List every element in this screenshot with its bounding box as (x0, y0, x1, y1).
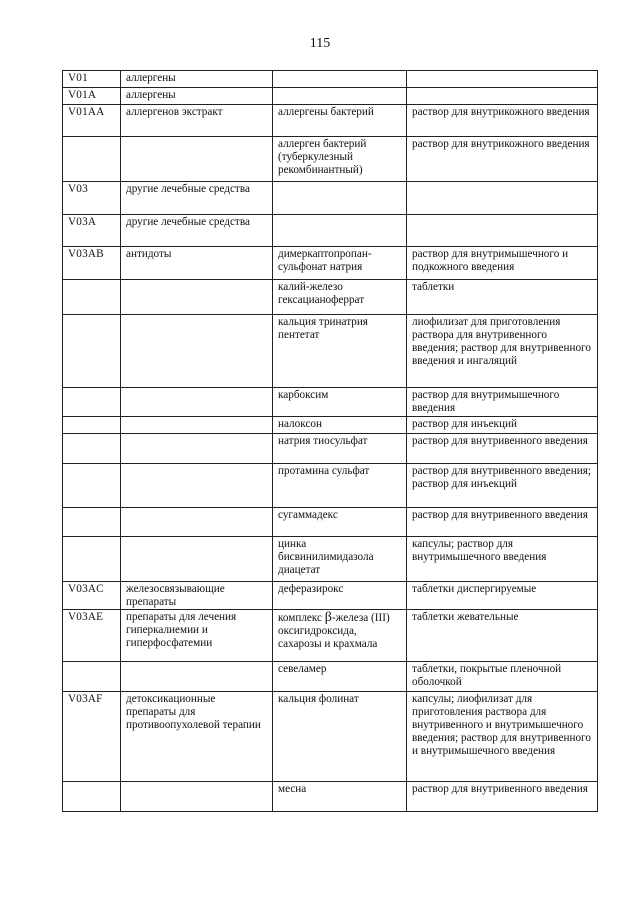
drug-name: севеламер (273, 662, 407, 692)
dosage-form: капсулы; лиофилизат для приготовления раствора для внутривенного и внутримышечного введения; раствор для внутривенного и внутримышечного введения (407, 692, 598, 782)
drug-name: натрия тиосульфат (273, 434, 407, 464)
table-row (63, 582, 598, 610)
atc-group: детоксикационные препараты для противоопухолевой терапии (121, 692, 273, 782)
dosage-form: таблетки диспергируемые (407, 582, 598, 610)
page-number: 115 (309, 36, 331, 51)
atc-code (63, 137, 121, 182)
dosage-form: раствор для инъекций (407, 417, 598, 434)
drug-name: деферазирокс (273, 582, 407, 610)
table-row (63, 137, 598, 182)
atc-group (121, 537, 273, 582)
drug-name: аллергены бактерий (273, 105, 407, 137)
drug-name: кальция фолинат (273, 692, 407, 782)
drug-suffix: -железа (III) оксигидроксида, сахарозы и крахмала (278, 612, 390, 650)
table-row (63, 315, 598, 388)
atc-code (63, 537, 121, 582)
dosage-form: таблетки, покрытые пленочной оболочкой (407, 662, 598, 692)
atc-group (121, 137, 273, 182)
atc-code: V01AA (63, 105, 121, 137)
beta-symbol: β (324, 610, 332, 625)
table-row (63, 88, 598, 105)
atc-group: антидоты (121, 247, 273, 280)
atc-group (121, 315, 273, 388)
atc-group (121, 434, 273, 464)
atc-code (63, 280, 121, 315)
dosage-form: раствор для внутривенного введения (407, 508, 598, 537)
table-row (63, 247, 598, 280)
atc-code (63, 417, 121, 434)
atc-group: другие лечебные средства (121, 182, 273, 215)
dosage-form: раствор для внутримышечного введения (407, 388, 598, 417)
atc-code: V03AF (63, 692, 121, 782)
atc-code: V01 (63, 71, 121, 88)
atc-code (63, 434, 121, 464)
drug-name: карбоксим (273, 388, 407, 417)
dosage-form (407, 215, 598, 247)
dosage-form (407, 88, 598, 105)
atc-code: V03A (63, 215, 121, 247)
drug-name: налоксон (273, 417, 407, 434)
dosage-form: таблетки жевательные (407, 610, 598, 662)
atc-group: аллергенов экстракт (121, 105, 273, 137)
table-row (63, 215, 598, 247)
drug-name (273, 610, 407, 662)
atc-code: V03 (63, 182, 121, 215)
table-row (63, 182, 598, 215)
atc-code (63, 508, 121, 537)
atc-group: другие лечебные средства (121, 215, 273, 247)
drug-name: калий-железо гексацианоферрат (273, 280, 407, 315)
table-row (63, 280, 598, 315)
table-row (63, 610, 598, 662)
dosage-form (407, 71, 598, 88)
drug-name: кальция тринатрия пентетат (273, 315, 407, 388)
atc-code: V01A (63, 88, 121, 105)
table-row (63, 692, 598, 782)
table-row (63, 508, 598, 537)
atc-group: аллергены (121, 71, 273, 88)
atc-code: V03AB (63, 247, 121, 280)
table-row (63, 105, 598, 137)
atc-code (63, 388, 121, 417)
drug-name: сугаммадекс (273, 508, 407, 537)
atc-code (63, 464, 121, 508)
dosage-form: раствор для внутрикожного введения (407, 137, 598, 182)
drug-name (273, 182, 407, 215)
drug-name: протамина сульфат (273, 464, 407, 508)
atc-group (121, 508, 273, 537)
dosage-form: раствор для внутрикожного введения (407, 105, 598, 137)
atc-group: железосвязывающие препараты (121, 582, 273, 610)
table-row (63, 782, 598, 812)
atc-group: аллергены (121, 88, 273, 105)
dosage-form: раствор для внутривенного введения; раствор для инъекций (407, 464, 598, 508)
drug-name: димеркаптопропан-сульфонат натрия (273, 247, 407, 280)
dosage-form (407, 182, 598, 215)
dosage-form: таблетки (407, 280, 598, 315)
drug-table (62, 70, 598, 812)
atc-code (63, 662, 121, 692)
table-row (63, 388, 598, 417)
atc-group (121, 464, 273, 508)
drug-name (273, 88, 407, 105)
atc-group (121, 388, 273, 417)
table-row (63, 417, 598, 434)
atc-group (121, 417, 273, 434)
dosage-form: капсулы; раствор для внутримышечного введения (407, 537, 598, 582)
dosage-form: раствор для внутримышечного и подкожного введения (407, 247, 598, 280)
table-row (63, 537, 598, 582)
atc-code: V03AC (63, 582, 121, 610)
drug-name (273, 215, 407, 247)
atc-code (63, 315, 121, 388)
atc-group (121, 280, 273, 315)
dosage-form: лиофилизат для приготовления раствора для внутривенного введения; раствор для внутривенного введения и ингаляций (407, 315, 598, 388)
drug-name: аллерген бактерий (туберкулезный рекомбинантный) (273, 137, 407, 182)
atc-group: препараты для лечения гиперкалиемии и гиперфосфатемии (121, 610, 273, 662)
drug-prefix: комплекс (278, 612, 325, 624)
table-row (63, 434, 598, 464)
table-row (63, 662, 598, 692)
atc-group (121, 662, 273, 692)
atc-group (121, 782, 273, 812)
atc-code: V03AE (63, 610, 121, 662)
dosage-form: раствор для внутривенного введения (407, 434, 598, 464)
dosage-form: раствор для внутривенного введения (407, 782, 598, 812)
drug-name: цинка бисвинилимидазола диацетат (273, 537, 407, 582)
table-row (63, 464, 598, 508)
drug-name: месна (273, 782, 407, 812)
table-row (63, 71, 598, 88)
drug-name (273, 71, 407, 88)
atc-code (63, 782, 121, 812)
